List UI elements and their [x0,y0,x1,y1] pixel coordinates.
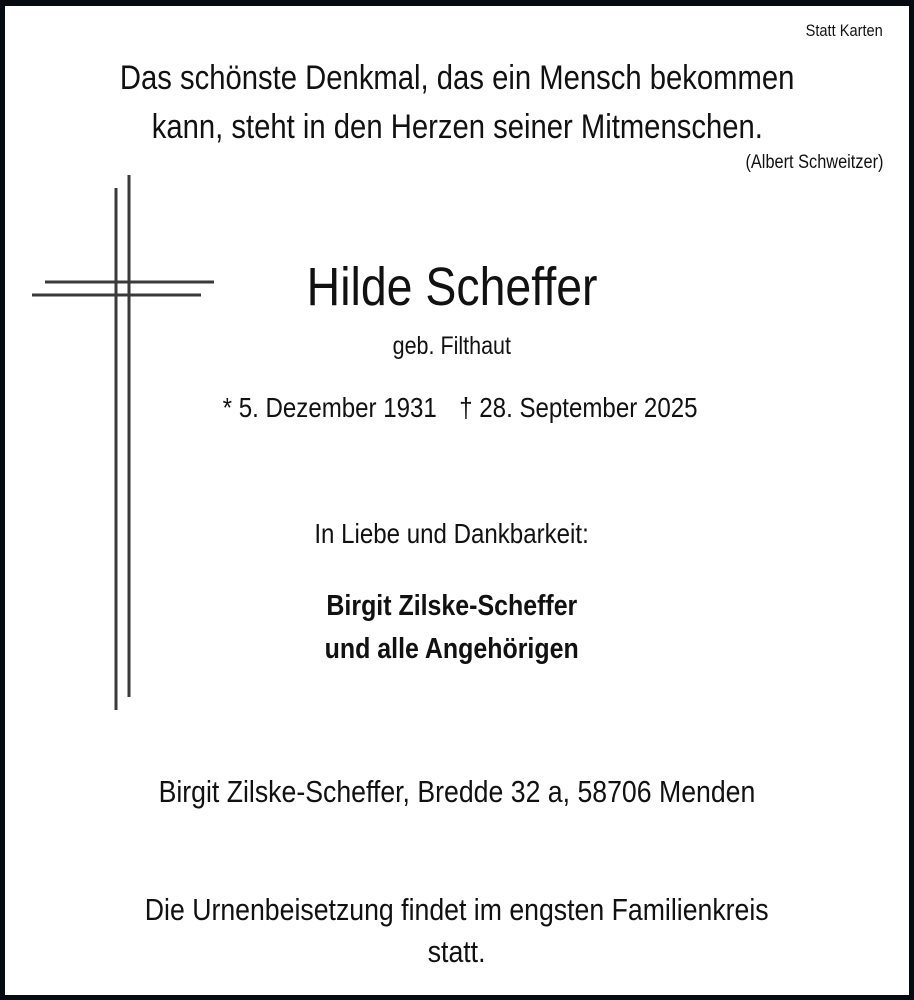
statt-karten-text: Statt Karten [805,21,883,40]
statt-karten-note [793,21,883,41]
dedication [212,518,692,550]
quote-line-2 [5,108,909,147]
deceased-name [212,256,692,318]
contact-address-text: Birgit Zilske-Scheffer, Bredde 32 a, 58706 Menden [158,774,756,809]
mourners-line-1 [212,590,692,623]
birth-name-text: geb. Filthaut [392,332,512,360]
quote-author [723,152,884,174]
burial-notice-line-1-text: Die Urnenbeisetzung findet im engsten Familienkreis [145,892,769,927]
quote-line-1-text: Das schönste Denkmal, das ein Mensch bekommen [119,59,795,97]
birth-date: 5. Dezember 1931 [238,392,437,423]
deceased-name-text: Hilde Scheffer [306,257,598,317]
contact-address [5,774,909,810]
burial-notice-line-2-text: statt. [428,934,486,969]
death-date: 28. September 2025 [479,392,698,423]
life-dates-text [223,392,698,424]
burial-notice-line-1 [5,892,909,928]
birth-symbol: * [222,392,232,423]
death-symbol: † [459,392,473,423]
birth-name [212,332,692,361]
mourners-line-1-text: Birgit Zilske-Scheffer [326,590,578,622]
obituary-notice [5,6,909,995]
dedication-text: In Liebe und Dankbarkeit: [314,518,590,549]
quote-author-text: (Albert Schweitzer) [744,152,883,173]
quote-line-1 [5,59,909,98]
mourners-line-2 [212,633,692,666]
mourners-line-2-text: und alle Angehörigen [324,633,580,665]
burial-notice-line-2 [5,934,909,970]
quote-line-2-text: kann, steht in den Herzen seiner Mitmenschen. [151,108,763,146]
life-dates [160,392,760,424]
